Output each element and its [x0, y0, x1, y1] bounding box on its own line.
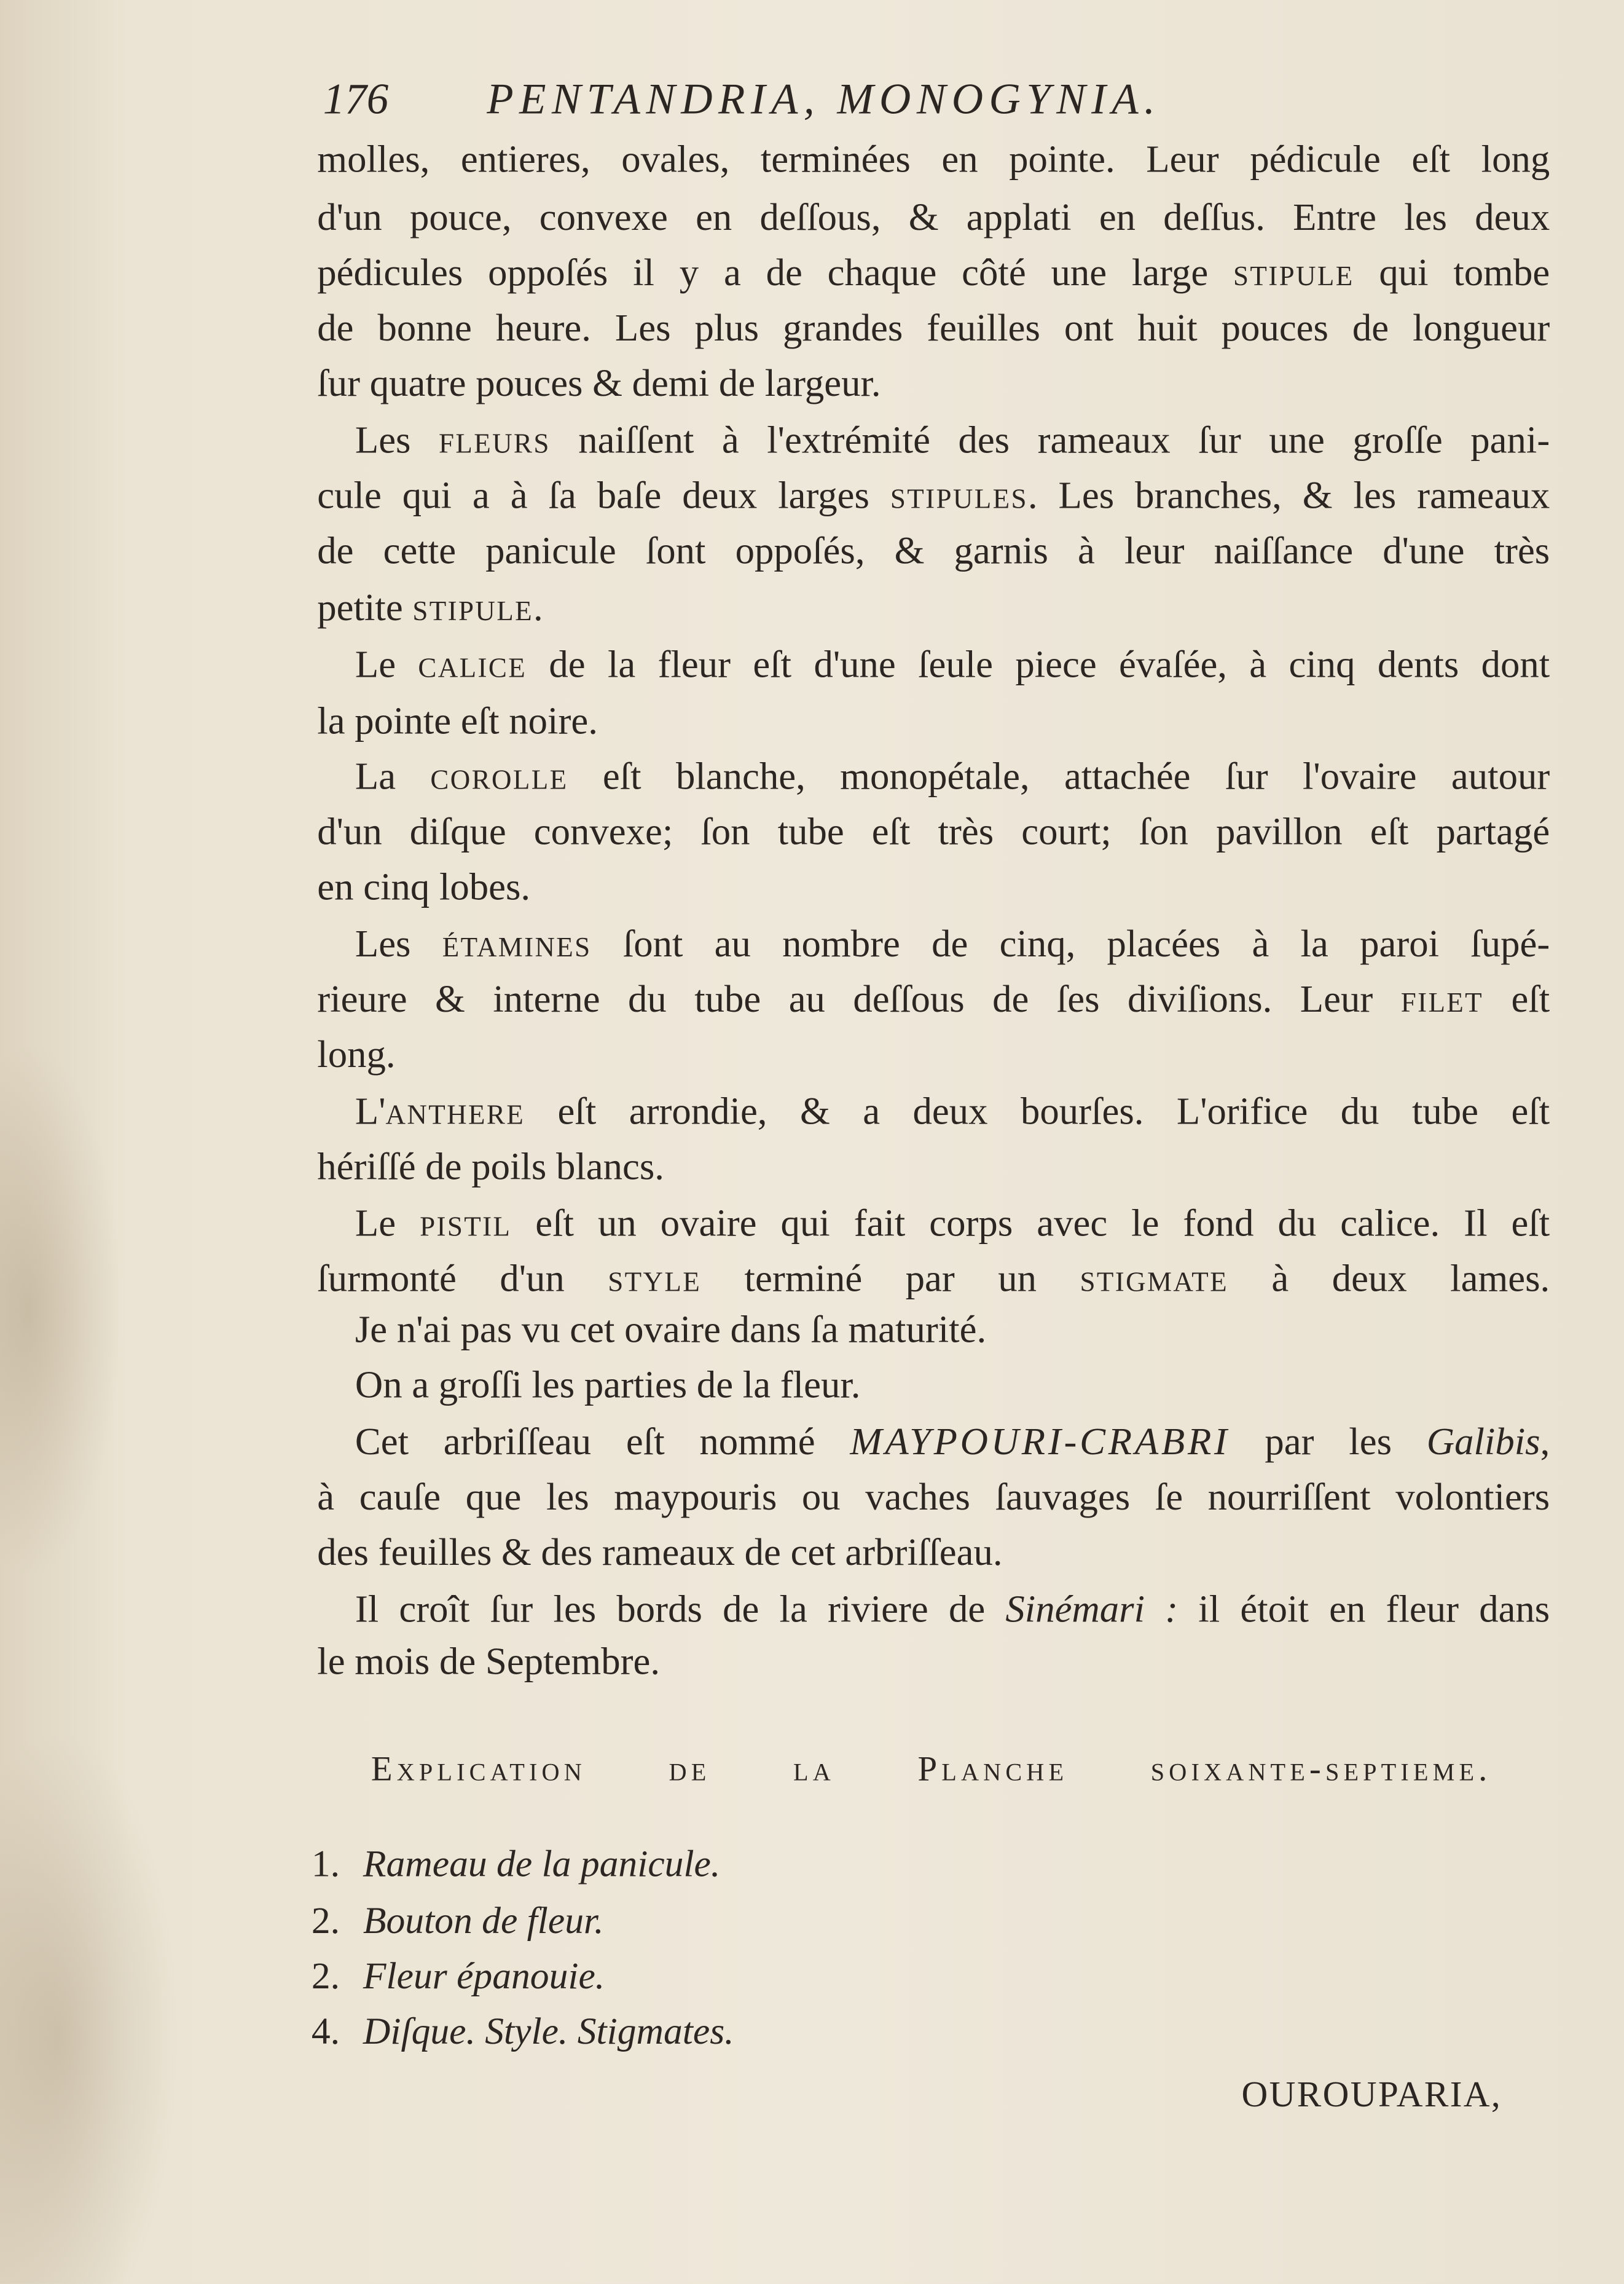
text-line [317, 1363, 1550, 1406]
catchword: OUROUPARIA, [1241, 2076, 1502, 2116]
text-run: Il croît ſur les bords de la riviere de [355, 1586, 1006, 1631]
text-run: d'un pouce, convexe en deſſous, & applati en deſſus. Entre les deux [317, 195, 1550, 239]
item-text: Diſque. Style. Stigmates. [363, 2010, 734, 2053]
small-caps-term: stipule [412, 585, 533, 629]
small-caps-term: filet [1400, 977, 1484, 1021]
text-run: Les [355, 921, 442, 966]
plate-item [312, 2010, 734, 2054]
item-number: 4. [311, 2010, 340, 2053]
text-run: La [355, 754, 431, 798]
text-run: par les [1230, 1419, 1427, 1463]
text-line [317, 1144, 1550, 1187]
text-run: cule qui a à ſa baſe deux larges [317, 473, 890, 517]
text-line [317, 1032, 1550, 1076]
text-run: eſt arrondie, & a deux bourſes. L'orifice du tube eſt [525, 1089, 1550, 1133]
small-caps-term: corolle [430, 754, 568, 798]
small-caps-term: étamines [442, 921, 592, 966]
text-run: eſt [1483, 977, 1550, 1021]
text-run: molles, entieres, ovales, terminées en pointe. Leur pédicule eſt long [317, 136, 1550, 181]
item-text: Fleur épanouie. [363, 1955, 605, 1998]
italic-term: Sinémari : [1005, 1586, 1179, 1631]
text-run: de la fleur eſt d'une ſeule piece évaſée, à cinq dents dont [527, 642, 1550, 686]
text-run: la pointe eſt noire. [317, 698, 598, 742]
text-run: Le [355, 642, 418, 686]
small-caps-term: stipules [890, 473, 1028, 517]
small-caps-term: style [608, 1256, 702, 1300]
text-run: petite [317, 585, 413, 629]
text-run: Le [355, 1200, 420, 1245]
small-caps-term: anthere [385, 1089, 525, 1133]
text-run: Les [355, 417, 439, 462]
item-text: Rameau de la panicule. [363, 1843, 721, 1885]
text-line [317, 1201, 1550, 1245]
text-line [317, 809, 1550, 853]
plate-item [312, 1843, 720, 1886]
text-run: , [1540, 1419, 1550, 1463]
text-line [317, 865, 1550, 908]
page-number: 176 [323, 76, 389, 124]
text-line [317, 754, 1550, 798]
text-line [317, 1307, 1550, 1351]
text-run: qui tombe [1354, 250, 1550, 294]
text-run: . Les branches, & les rameaux [1027, 473, 1550, 517]
text-run: de bonne heure. Les plus grandes feuilles ont huit pouces de longueur [317, 305, 1550, 350]
text-line [317, 977, 1550, 1020]
small-caps-term: fleurs [438, 417, 551, 462]
page-header [323, 76, 1161, 125]
text-run: en cinq lobes. [317, 864, 531, 908]
text-line [317, 250, 1550, 294]
item-number: 1. [311, 1843, 340, 1885]
text-run: d'un diſque convexe; ſon tube eſt très court; ſon pavillon eſt partagé [317, 809, 1550, 853]
text-run: terminé par un [701, 1256, 1080, 1300]
italic-term: MAYPOURI-CRABRI [850, 1419, 1230, 1463]
item-number: 2. [311, 1955, 340, 1998]
text-run: naiſſent à l'extrémité des rameaux ſur une groſſe pani- [550, 417, 1550, 462]
text-run: des feuilles & des rameaux de cet arbriſſeau. [317, 1530, 1003, 1574]
plate-explanation-heading: Explication de la Planche soixante-septieme. [371, 1751, 1492, 1789]
running-head: PENTANDRIA, MONOGYNIA. [487, 76, 1161, 124]
small-caps-term: stipule [1233, 250, 1354, 294]
small-caps-term: pistil [420, 1200, 512, 1245]
text-line [317, 529, 1550, 572]
text-run: eſt blanche, monopétale, attachée ſur l'ovaire autour [568, 754, 1550, 798]
text-run: ſur quatre pouces & demi de largeur. [317, 361, 881, 405]
text-run: rieure & interne du tube au deſſous de ſes diviſions. Leur [317, 977, 1401, 1021]
text-line [317, 1530, 1550, 1573]
text-run: à cauſe que les maypouris ou vaches ſauvages ſe nourriſſent volontiers [317, 1475, 1550, 1519]
text-line [317, 699, 1550, 742]
text-run: long. [317, 1032, 396, 1076]
text-run: ſont au nombre de cinq, placées à la paroi ſupé- [591, 921, 1550, 966]
text-run: Cet arbriſſeau eſt nommé [355, 1419, 850, 1463]
text-run: Je n'ai pas vu cet ovaire dans ſa maturité. [355, 1307, 987, 1351]
item-text: Bouton de fleur. [363, 1899, 604, 1942]
text-run: il étoit en fleur dans [1178, 1586, 1550, 1631]
item-number: 2. [311, 1899, 340, 1942]
text-run: pédicules oppoſés il y a de chaque côté une large [317, 250, 1233, 294]
text-run: à deux lames. [1228, 1256, 1550, 1300]
text-line [317, 1256, 1550, 1300]
small-caps-term: calice [418, 642, 527, 686]
text-line [317, 585, 1550, 629]
text-line [317, 1586, 1550, 1630]
text-line [317, 195, 1550, 238]
text-line [317, 418, 1550, 462]
text-line [317, 361, 1550, 404]
text-line [317, 305, 1550, 349]
text-run: L' [355, 1089, 386, 1133]
text-line [317, 642, 1550, 685]
text-run: ſurmonté d'un [317, 1256, 608, 1300]
plate-item [312, 1900, 604, 1943]
text-line [317, 137, 1550, 181]
text-line [317, 1089, 1550, 1132]
text-line [317, 1475, 1550, 1518]
text-run: hériſſé de poils blancs. [317, 1144, 664, 1188]
text-line [317, 1639, 1550, 1683]
italic-term: Galibis [1426, 1419, 1540, 1463]
plate-item [312, 1955, 605, 1999]
text-line [317, 473, 1550, 517]
text-run: . [533, 585, 543, 629]
text-run: eſt un ovaire qui fait corps avec le fond du calice. Il eſt [511, 1200, 1550, 1245]
text-line [317, 1419, 1550, 1463]
text-run: le mois de Septembre. [317, 1639, 661, 1683]
text-run: de cette panicule ſont oppoſés, & garnis à leur naiſſance d'une très [317, 528, 1550, 572]
small-caps-term: stigmate [1080, 1256, 1228, 1300]
text-run: On a groſſi les parties de la fleur. [355, 1362, 861, 1406]
text-line [317, 921, 1550, 965]
